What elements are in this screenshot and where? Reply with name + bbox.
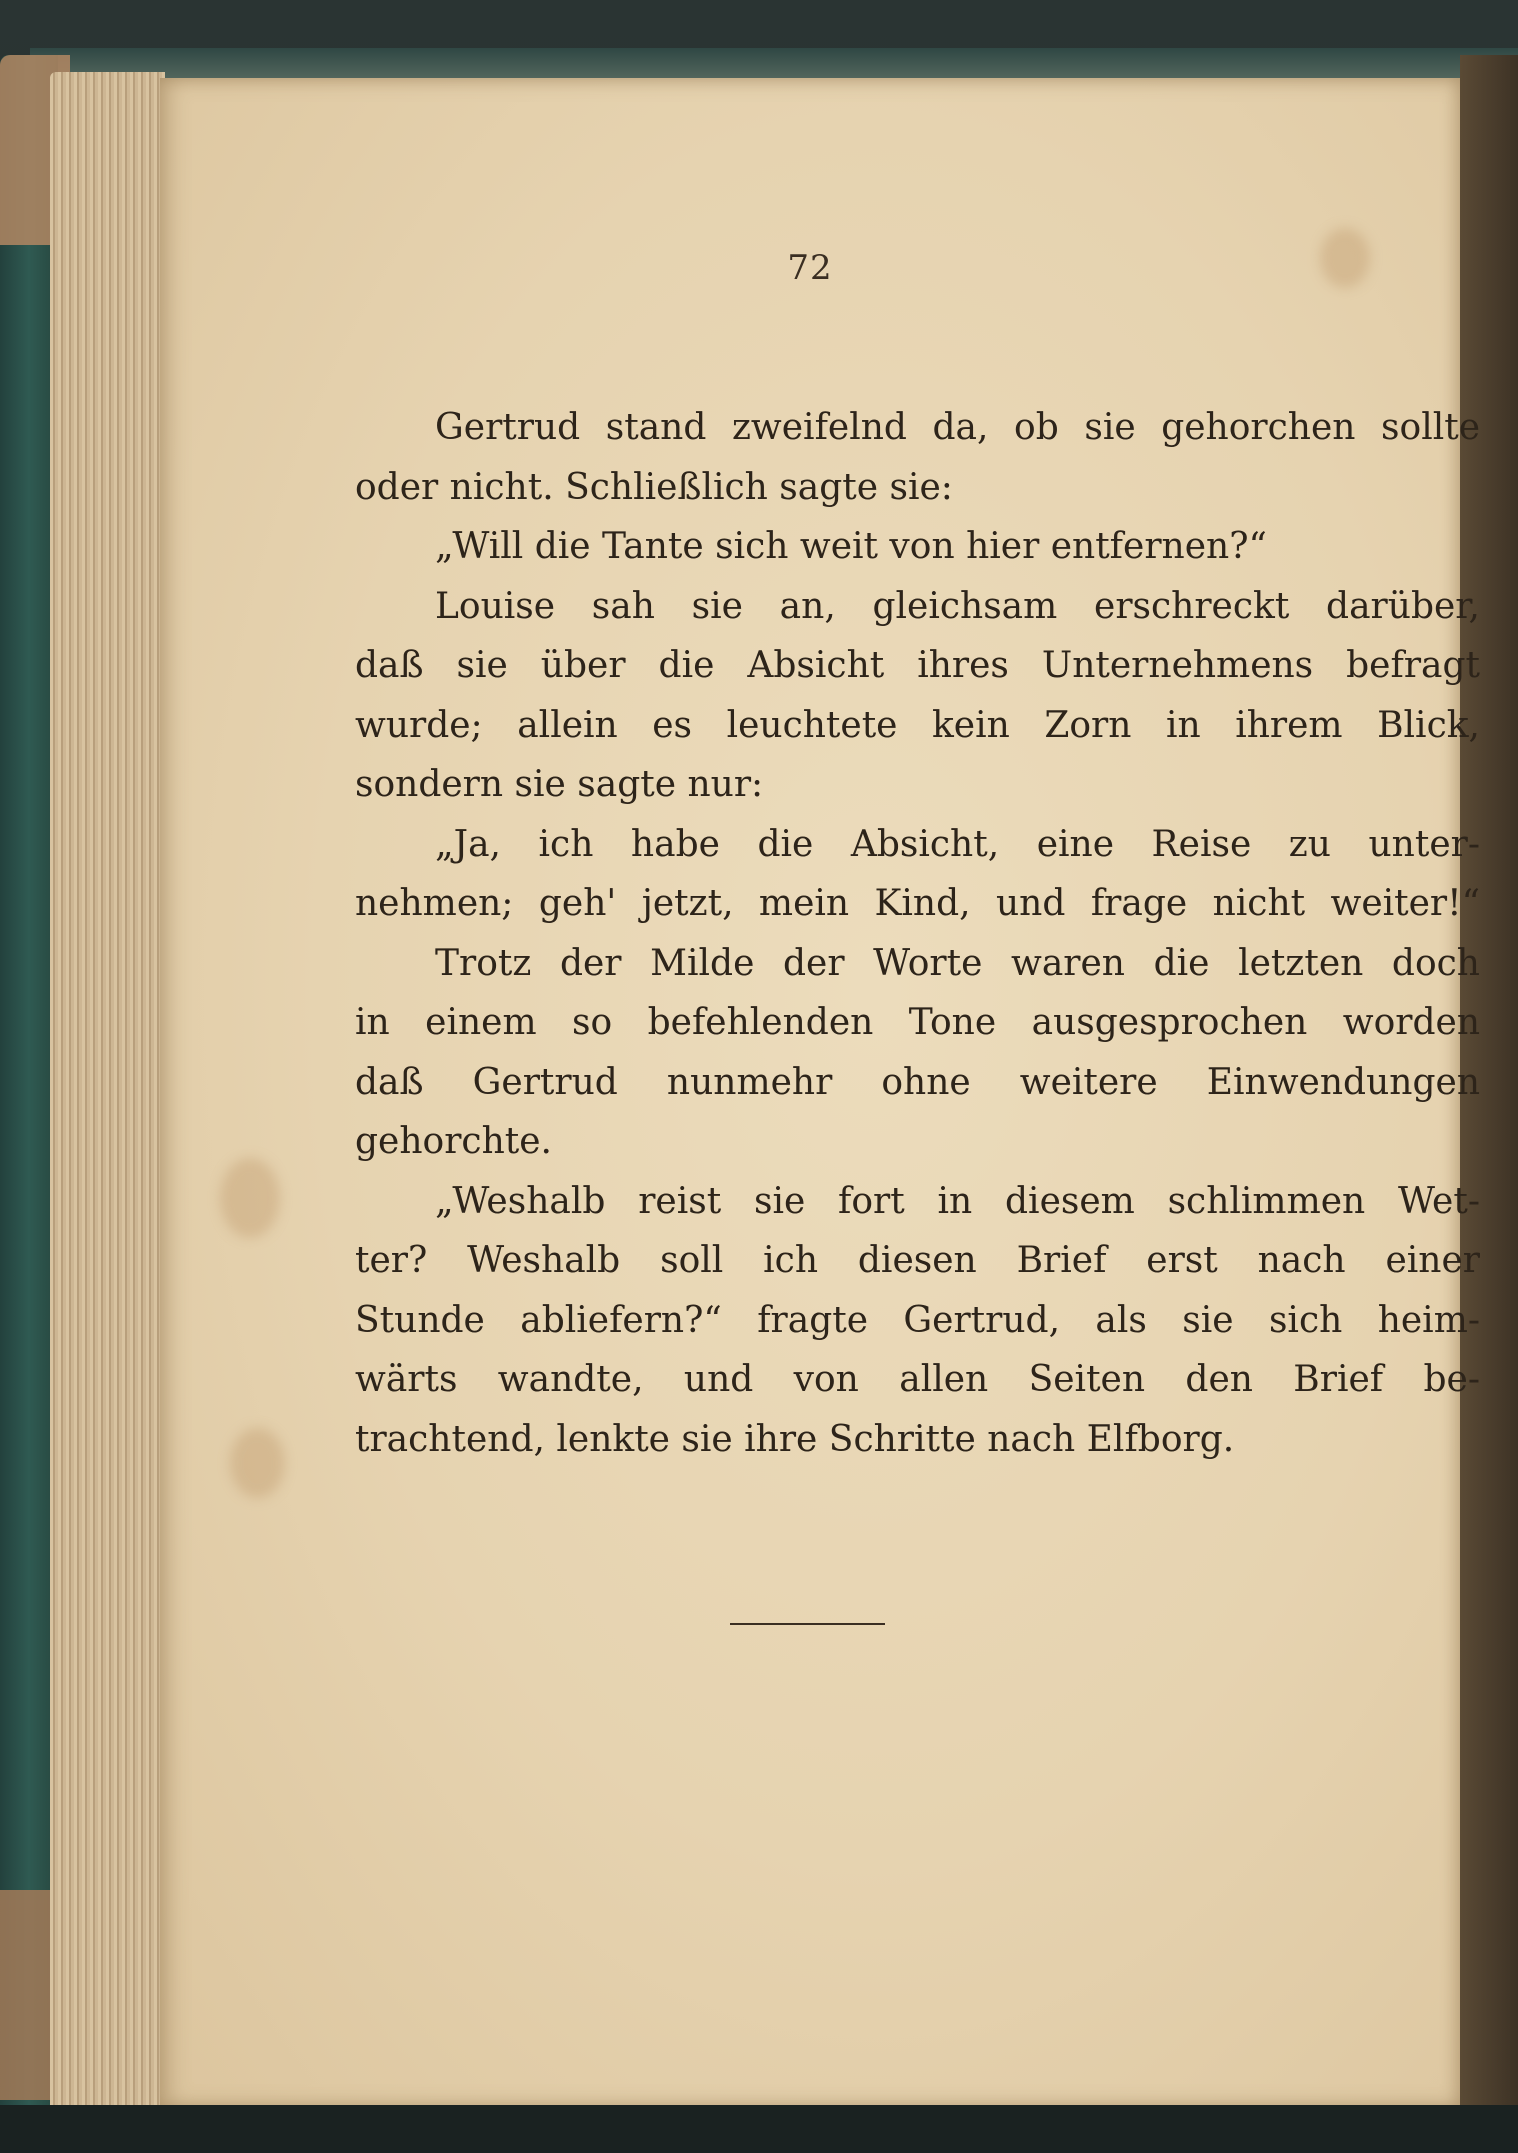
text-line: „Ja, ich habe die Absicht, eine Reise zu unter-	[435, 823, 1480, 865]
book-cover-top	[30, 48, 1518, 78]
text-line: „Weshalb reist sie fort in diesem schlimmen Wet-	[435, 1180, 1480, 1222]
page-stain	[230, 1428, 285, 1498]
book-page	[160, 78, 1480, 2108]
page-stain	[220, 1158, 280, 1238]
text-line: nehmen; geh' jetzt, mein Kind, und frage nicht weiter!“	[355, 883, 1480, 924]
text-line: wurde; allein es leuchtete kein Zorn in ihrem Blick,	[355, 704, 1480, 746]
text-line: Trotz der Milde der Worte waren die letzten doch	[435, 942, 1480, 984]
text-line: Gertrud stand zweifelnd da, ob sie gehorchen sollte	[435, 407, 1480, 448]
text-line: ter? Weshalb soll ich diesen Brief erst nach einer	[355, 1240, 1480, 1281]
text-line: „Will die Tante sich weit von hier entfernen?“	[435, 526, 1267, 567]
text-line: trachtend, lenkte sie ihre Schritte nach Elfborg.	[355, 1418, 1235, 1460]
text-line: sondern sie sagte nur:	[355, 764, 764, 805]
text-line: Louise sah sie an, gleichsam erschreckt darüber,	[435, 585, 1480, 627]
text-line: oder nicht. Schließlich sagte sie:	[355, 466, 953, 508]
book-cover-bottom	[0, 2105, 1518, 2153]
text-line: wärts wandte, und von allen Seiten den Brief be-	[355, 1359, 1480, 1400]
text-line: daß sie über die Absicht ihres Unternehmens befragt	[355, 645, 1480, 686]
text-line: gehorchte.	[355, 1121, 552, 1162]
text-line: Stunde abliefern?“ fragte Gertrud, als sie sich heim-	[355, 1299, 1480, 1341]
text-line: in einem so befehlenden Tone ausgesprochen worden	[355, 1002, 1480, 1043]
page-number: 72	[787, 248, 833, 288]
text-line: daß Gertrud nunmehr ohne weitere Einwendungen	[355, 1061, 1480, 1103]
section-divider	[730, 1623, 885, 1625]
body-text	[355, 398, 1480, 1469]
page-edges	[50, 72, 165, 2112]
